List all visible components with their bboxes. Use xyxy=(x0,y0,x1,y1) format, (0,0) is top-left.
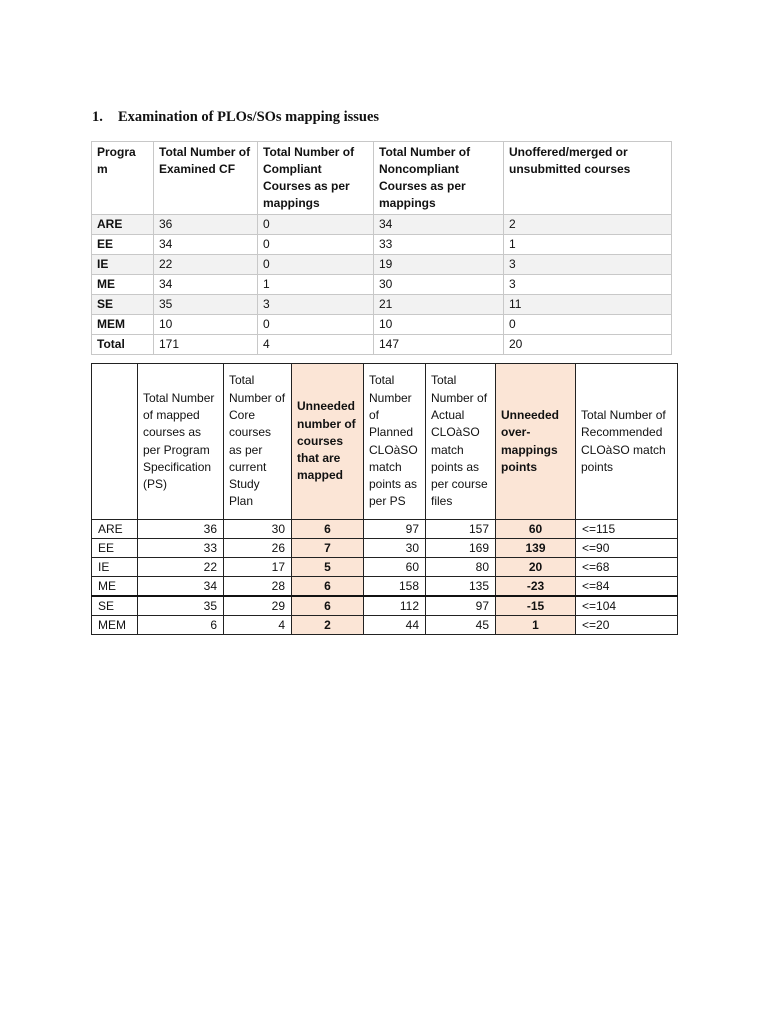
header-noncompliant-courses: Total Number of Noncompliant Courses as per mappings xyxy=(374,142,504,215)
cell-unneeded-courses: 6 xyxy=(292,520,364,539)
cell-compliant: 1 xyxy=(258,275,374,295)
cell-unneeded-points: 20 xyxy=(496,558,576,577)
cell-noncompliant: 34 xyxy=(374,215,504,235)
cell-unneeded-points: -23 xyxy=(496,577,576,597)
cell-core: 28 xyxy=(224,577,292,597)
cell-recommended: <=20 xyxy=(576,616,678,635)
cell-unoffered: 11 xyxy=(504,295,672,315)
cell-planned: 60 xyxy=(364,558,426,577)
cell-core: 26 xyxy=(224,539,292,558)
cell-unneeded-points: 139 xyxy=(496,539,576,558)
plo-mapping-summary-table xyxy=(91,141,672,355)
table-row xyxy=(92,520,678,539)
cell-planned: 97 xyxy=(364,520,426,539)
cell-actual: 157 xyxy=(426,520,496,539)
header-planned-match-points: Total Number of Planned CLOàSO match points as per PS xyxy=(364,364,426,520)
cell-unoffered: 2 xyxy=(504,215,672,235)
cell-actual: 45 xyxy=(426,616,496,635)
cell-noncompliant: 30 xyxy=(374,275,504,295)
cell-unneeded-points: 60 xyxy=(496,520,576,539)
cell-recommended: <=90 xyxy=(576,539,678,558)
cell-compliant: 3 xyxy=(258,295,374,315)
cell-examined: 34 xyxy=(154,275,258,295)
table-row xyxy=(92,255,672,275)
cell-program: Total xyxy=(92,335,154,355)
cell-noncompliant: 19 xyxy=(374,255,504,275)
header-program: Progra m xyxy=(92,142,154,215)
section-title: Examination of PLOs/SOs mapping issues xyxy=(118,109,380,125)
cell-program: IE xyxy=(92,558,138,577)
cell-program: SE xyxy=(92,596,138,616)
table-row xyxy=(92,215,672,235)
cell-unneeded-courses: 5 xyxy=(292,558,364,577)
cell-recommended: <=115 xyxy=(576,520,678,539)
header-examined-cf: Total Number of Examined CF xyxy=(154,142,258,215)
cell-unneeded-courses: 2 xyxy=(292,616,364,635)
header-program-blank xyxy=(92,364,138,520)
table-row xyxy=(92,539,678,558)
cell-program: MEM xyxy=(92,616,138,635)
cell-core: 30 xyxy=(224,520,292,539)
total-row xyxy=(92,335,672,355)
table-row xyxy=(92,315,672,335)
cell-program: SE xyxy=(92,295,154,315)
table-row xyxy=(92,596,678,616)
cell-core: 17 xyxy=(224,558,292,577)
table-row xyxy=(92,558,678,577)
cell-examined: 22 xyxy=(154,255,258,275)
table-header-row xyxy=(92,142,672,215)
cell-actual: 97 xyxy=(426,596,496,616)
cell-unoffered: 1 xyxy=(504,235,672,255)
cell-compliant: 0 xyxy=(258,315,374,335)
table-row xyxy=(92,295,672,315)
cell-recommended: <=104 xyxy=(576,596,678,616)
cell-mapped: 36 xyxy=(138,520,224,539)
header-actual-match-points: Total Number of Actual CLOàSO match points as per course files xyxy=(426,364,496,520)
cell-unneeded-courses: 6 xyxy=(292,577,364,597)
table-row xyxy=(92,235,672,255)
cell-planned: 44 xyxy=(364,616,426,635)
table-row xyxy=(92,275,672,295)
table-header-row xyxy=(92,364,678,520)
cell-mapped: 35 xyxy=(138,596,224,616)
header-unneeded-courses: Unneeded number of courses that are mapped xyxy=(292,364,364,520)
cell-unneeded-courses: 7 xyxy=(292,539,364,558)
cell-mapped: 34 xyxy=(138,577,224,597)
header-unoffered-courses: Unoffered/merged or unsubmitted courses xyxy=(504,142,672,215)
cell-mapped: 33 xyxy=(138,539,224,558)
section-number: 1. xyxy=(92,109,103,125)
cell-noncompliant: 21 xyxy=(374,295,504,315)
cell-core: 29 xyxy=(224,596,292,616)
cell-noncompliant: 147 xyxy=(374,335,504,355)
cell-program: MEM xyxy=(92,315,154,335)
over-mapping-table xyxy=(91,363,678,635)
table-row xyxy=(92,577,678,597)
cell-compliant: 0 xyxy=(258,215,374,235)
header-unneeded-over-mappings: Unneeded over-mappings points xyxy=(496,364,576,520)
header-compliant-courses: Total Number of Compliant Courses as per mappings xyxy=(258,142,374,215)
cell-unneeded-courses: 6 xyxy=(292,596,364,616)
cell-compliant: 0 xyxy=(258,235,374,255)
cell-program: ME xyxy=(92,577,138,597)
cell-examined: 36 xyxy=(154,215,258,235)
cell-unoffered: 0 xyxy=(504,315,672,335)
cell-planned: 30 xyxy=(364,539,426,558)
cell-unoffered: 3 xyxy=(504,275,672,295)
cell-actual: 169 xyxy=(426,539,496,558)
cell-examined: 10 xyxy=(154,315,258,335)
cell-recommended: <=84 xyxy=(576,577,678,597)
cell-noncompliant: 33 xyxy=(374,235,504,255)
cell-program: ME xyxy=(92,275,154,295)
header-mapped-courses-ps: Total Number of mapped courses as per Program Specification (PS) xyxy=(138,364,224,520)
cell-mapped: 22 xyxy=(138,558,224,577)
cell-recommended: <=68 xyxy=(576,558,678,577)
cell-planned: 112 xyxy=(364,596,426,616)
cell-program: EE xyxy=(92,539,138,558)
cell-unneeded-points: 1 xyxy=(496,616,576,635)
cell-examined: 171 xyxy=(154,335,258,355)
cell-planned: 158 xyxy=(364,577,426,597)
cell-program: ARE xyxy=(92,520,138,539)
header-recommended-match-points: Total Number of Recommended CLOàSO match points xyxy=(576,364,678,520)
cell-unneeded-points: -15 xyxy=(496,596,576,616)
table-row xyxy=(92,616,678,635)
cell-program: ARE xyxy=(92,215,154,235)
cell-examined: 34 xyxy=(154,235,258,255)
cell-compliant: 0 xyxy=(258,255,374,275)
cell-noncompliant: 10 xyxy=(374,315,504,335)
cell-core: 4 xyxy=(224,616,292,635)
cell-unoffered: 20 xyxy=(504,335,672,355)
cell-mapped: 6 xyxy=(138,616,224,635)
cell-compliant: 4 xyxy=(258,335,374,355)
cell-actual: 80 xyxy=(426,558,496,577)
cell-program: EE xyxy=(92,235,154,255)
header-core-courses: Total Number of Core courses as per current Study Plan xyxy=(224,364,292,520)
cell-examined: 35 xyxy=(154,295,258,315)
section-heading xyxy=(92,109,379,126)
cell-unoffered: 3 xyxy=(504,255,672,275)
cell-actual: 135 xyxy=(426,577,496,597)
cell-program: IE xyxy=(92,255,154,275)
